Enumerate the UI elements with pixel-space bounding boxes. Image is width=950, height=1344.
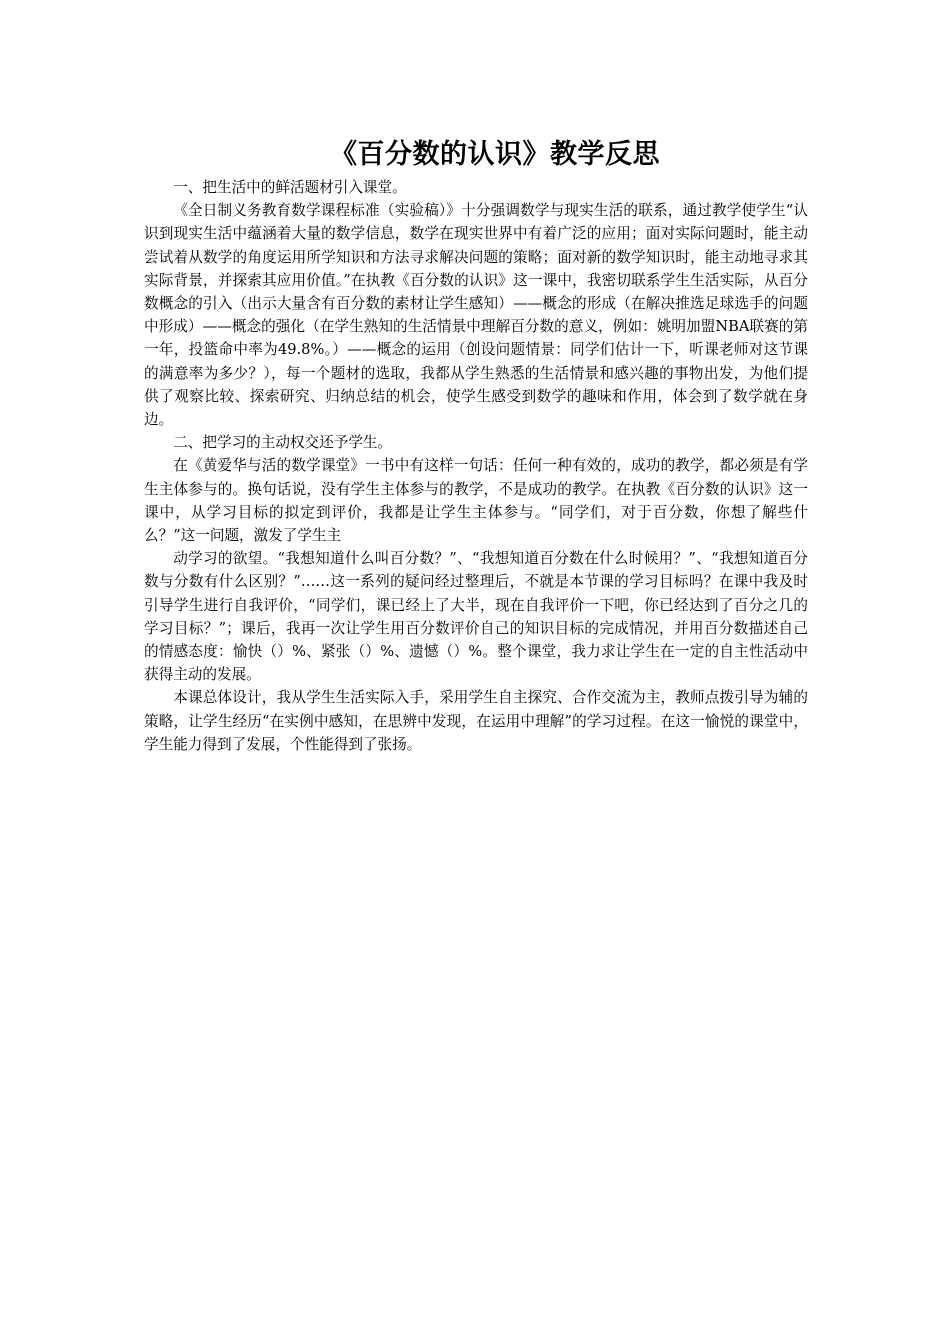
document-body xyxy=(144,176,808,756)
paragraph-4: 本课总体设计，我从学生生活实际入手，采用学生自主探究、合作交流为主，教师点拨引导为辅的策略，让学生经历“在实例中感知，在思辨中发现，在运用中理解”的学习过程。在这一愉悦的课堂中，学生能力得到了发展，个性能得到了张扬。 xyxy=(144,689,808,753)
paragraph-2: 在《黄爱华与活的数学课堂》一书中有这样一句话：任何一种有效的，成功的教学，都必须是有学生主体参与的。换句话说，没有学生主体参与的教学，不是成功的教学。在执教《百分数的认识》这一课中，从学习目标的拟定到评价，我都是让学生主体参与。“同学们，对于百分数，你想了解些什么？”这一问题，激发了学生主 xyxy=(144,457,808,545)
document-title: 《百分数的认识》教学反思 xyxy=(330,139,660,170)
section-heading-2: 二、把学习的主动权交还予学生。 xyxy=(173,434,393,452)
section-heading-1: 一、把生活中的鲜活题材引入课堂。 xyxy=(173,179,407,196)
paragraph-1: 《全日制义务教育数学课程标准（实验稿）》十分强调数学与现实生活的联系，通过教学使学生“认识到现实生活中蕴涵着大量的数学信息，数学在现实世界中有着广泛的应用；面对实际问题时，能主动尝试着从数学的角度运用所学知识和方法寻求解决问题的策略；面对新的数学知识时，能主动地寻求其实际背景，并探索其应用价值。”在执教《百分数的认识》这一课中，我密切联系学生生活实际，从百分数概念的引入（出示大量含有百分数的素材让学生感知）——概念的形成（在解决推选足球选手的问题中形成）——概念的强化（在学生熟知的生活情景中理解百分数的意义，例如：姚明加盟NBA联赛的第一年，投篮命中率为49.8%。）——概念的运用（创设问题情景：同学们估计一下，听课老师对这节课的满意率为多少？），每一个题材的选取，我都从学生熟悉的生活情景和感兴趣的事物出发，为他们提供了观察比较、探索研究、归纳总结的机会，使学生感受到数学的趣味和作用，体会到了数学就在身边。 xyxy=(144,202,808,429)
paragraph-3: 动学习的欲望。“我想知道什么叫百分数？”、“我想知道百分数在什么时候用？”、“我想知道百分数与分数有什么区别？”……这一系列的疑问经过整理后，不就是本节课的学习目标吗？在课中我及时引导学生进行自我评价，“同学们，课已经上了大半，现在自我评价一下吧，你已经达到了百分之几的学习目标？”；课后，我再一次让学生用百分数评价自己的知识目标的完成情况，并用百分数描述自己的情感态度：愉快（）%、紧张（）%、遗憾（）%。整个课堂，我力求让学生在一定的自主性活动中获得主动的发展。 xyxy=(144,550,808,684)
